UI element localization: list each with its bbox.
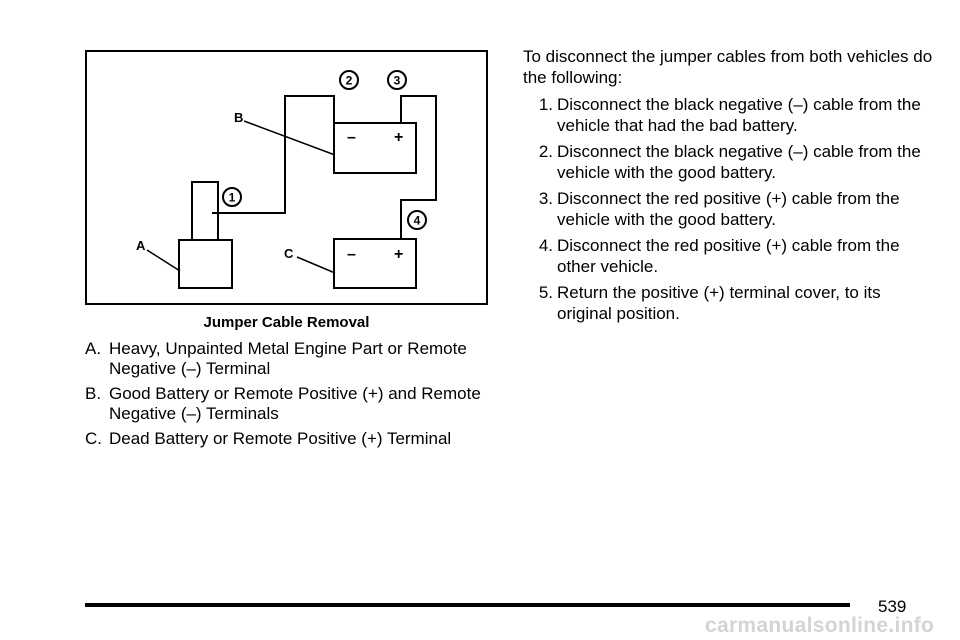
engine-part-block xyxy=(179,240,232,288)
figure-legend xyxy=(85,339,495,454)
step-4 xyxy=(523,235,933,277)
step-text: Disconnect the black negative (–) cable from the vehicle with the good battery. xyxy=(557,142,921,182)
svg-text:1: 1 xyxy=(228,190,236,205)
dead-battery-negative-sign: – xyxy=(347,246,356,263)
step-number: 1. xyxy=(538,95,553,114)
step-number: 4. xyxy=(538,236,553,255)
svg-text:2: 2 xyxy=(345,73,353,88)
legend-item-b xyxy=(85,384,495,424)
step-number: 2. xyxy=(538,142,553,161)
diagram-svg xyxy=(87,52,486,303)
step-3 xyxy=(523,188,933,230)
step-2 xyxy=(523,141,933,183)
step-text: Return the positive (+) terminal cover, to its original position. xyxy=(557,283,881,323)
legend-key: B. xyxy=(85,384,102,403)
leader-b xyxy=(244,121,335,155)
instructions-steps xyxy=(523,94,933,324)
step-number: 3. xyxy=(538,189,553,208)
label-a: A xyxy=(136,238,146,253)
good-battery-positive-sign: + xyxy=(394,129,404,146)
leader-c xyxy=(297,257,335,273)
step-text: Disconnect the red positive (+) cable from the vehicle with the good battery. xyxy=(557,189,900,229)
label-c: C xyxy=(284,246,294,261)
callout-4 xyxy=(408,211,426,229)
callout-3 xyxy=(388,71,406,89)
instructions-intro: To disconnect the jumper cables from both vehicles do the following: xyxy=(523,47,933,87)
legend-item-c xyxy=(85,429,495,449)
svg-text:3: 3 xyxy=(393,73,401,88)
leader-a xyxy=(147,250,180,271)
legend-item-a xyxy=(85,339,495,379)
page-number: 539 xyxy=(878,597,907,616)
watermark: carmanualsonline.info xyxy=(705,614,935,637)
step-text: Disconnect the black negative (–) cable from the vehicle that had the bad battery. xyxy=(557,95,921,135)
figure-caption: Jumper Cable Removal xyxy=(203,314,370,331)
engine-part-bracket xyxy=(192,182,218,240)
legend-text: Good Battery or Remote Positive (+) and Remote Negative (–) Terminals xyxy=(109,384,481,423)
svg-text:4: 4 xyxy=(413,213,421,228)
legend-key: C. xyxy=(85,429,102,448)
step-text: Disconnect the red positive (+) cable from the other vehicle. xyxy=(557,236,900,276)
good-battery-negative-sign: – xyxy=(347,129,356,146)
instructions-column xyxy=(523,46,933,329)
legend-text: Dead Battery or Remote Positive (+) Terminal xyxy=(109,429,452,448)
jumper-cable-diagram xyxy=(85,50,488,305)
footer-rule xyxy=(85,603,850,607)
dead-battery-positive-sign: + xyxy=(394,246,404,263)
label-b: B xyxy=(234,110,244,125)
callout-2 xyxy=(340,71,358,89)
step-number: 5. xyxy=(538,283,553,302)
step-1 xyxy=(523,94,933,136)
callout-1 xyxy=(223,188,241,206)
legend-text: Heavy, Unpainted Metal Engine Part or Remote Negative (–) Terminal xyxy=(109,339,467,378)
step-5 xyxy=(523,282,933,324)
legend-key: A. xyxy=(85,339,102,358)
